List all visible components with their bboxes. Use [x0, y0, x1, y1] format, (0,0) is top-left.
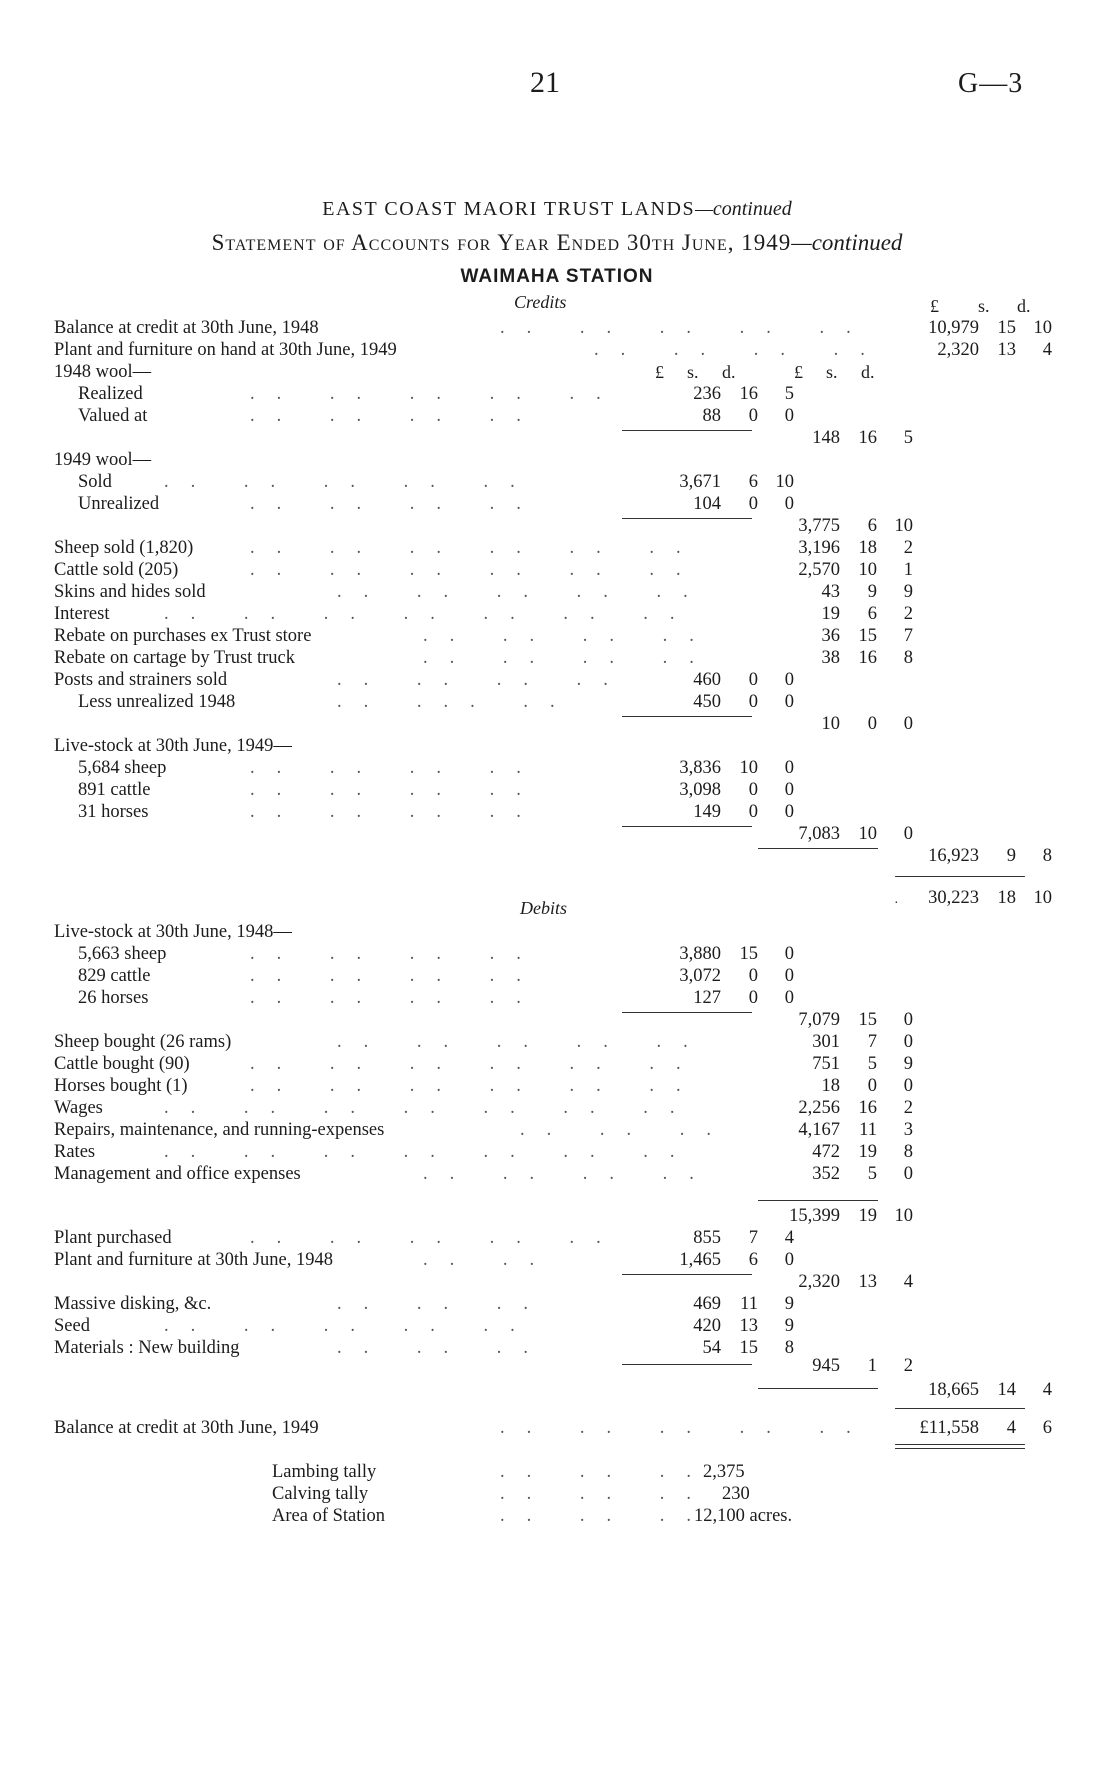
rule	[895, 876, 1025, 877]
wool-1949-unrealized-row: Unrealized .. .. .. .. 104 0 0	[78, 494, 794, 514]
seed-row: Seed .. .. .. .. .. 420 13 9	[54, 1316, 794, 1336]
rebate-cartage-row: Rebate on cartage by Trust truck .. .. .. .. 38 16 8	[54, 648, 913, 668]
station-heading: WAIMAHA STATION	[460, 266, 654, 287]
row-label: 1949 wool—	[54, 450, 152, 470]
row-label: Sheep sold (1,820)	[54, 538, 194, 558]
row-label: 31 horses	[78, 802, 149, 822]
document-title	[0, 198, 1114, 221]
double-rule	[895, 1444, 1025, 1449]
col-header-c2-shillings: s.	[826, 362, 838, 382]
row-label: Plant and furniture at 30th June, 1948	[54, 1250, 333, 1270]
title-continued: —continued	[695, 198, 792, 220]
row-label: Horses bought (1)	[54, 1076, 188, 1096]
wool-1949-sold-row: Sold .. .. .. .. .. 3,671 6 10	[78, 472, 794, 492]
row-label: Cattle bought (90)	[54, 1054, 190, 1074]
credits-subtotal-row: 16,923 9 8	[928, 846, 1052, 866]
plant-total-row: 2,320 13 4	[798, 1272, 913, 1292]
row-label: 26 horses	[78, 988, 149, 1008]
cattle-bought-row: Cattle bought (90) .. .. .. .. .. .. 751 5 9	[54, 1054, 913, 1074]
livestock-1949-total-row: 7,083 10 0	[798, 824, 913, 844]
lambing-tally-row: Lambing tally .. .. .. 2,375	[272, 1462, 745, 1482]
disking-row: Massive disking, &c. .. .. .. 469 11 9	[54, 1294, 794, 1314]
col-header-c1-pounds: £	[655, 362, 664, 382]
row-label: Valued at	[78, 406, 148, 426]
repairs-row: Repairs, maintenance, and running-expenses .. .. .. 4,167 11 3	[54, 1120, 913, 1140]
row-label: 1948 wool—	[54, 362, 152, 382]
debits-subtotal-row: 15,399 19 10	[789, 1206, 913, 1226]
col-header-c1-shillings: s.	[687, 362, 699, 382]
row-label: Plant and furniture on hand at 30th June, 1949	[54, 340, 397, 360]
livestock-1948-total-row: 7,079 15 0	[798, 1010, 913, 1030]
col-header-top-shillings: s.	[978, 296, 990, 316]
row-label: Rebate on cartage by Trust truck	[54, 648, 295, 668]
row-label: Materials : New building	[54, 1338, 240, 1358]
rule	[895, 1408, 1025, 1409]
horses-bought-row: Horses bought (1) .. .. .. .. .. .. 18 0 0	[54, 1076, 913, 1096]
row-label: Plant purchased	[54, 1228, 172, 1248]
livestock-1949-cattle-row: 891 cattle .. .. .. .. 3,098 0 0	[78, 780, 794, 800]
posts-less-row: Less unrealized 1948 .. ... .. 450 0 0	[78, 692, 794, 712]
materials-row: Materials : New building .. .. .. 54 15 8	[54, 1338, 794, 1358]
livestock-1948-heading	[54, 922, 1054, 944]
row-label: Unrealized	[78, 494, 160, 514]
row-label: Repairs, maintenance, and running-expenses	[54, 1120, 385, 1140]
plant-1948-row: Plant and furniture at 30th June, 1948 .. .. 1,465 6 0	[54, 1250, 794, 1270]
row-label: 5,684 sheep	[78, 758, 167, 778]
row-label: Posts and strainers sold	[54, 670, 228, 690]
row-label: 829 cattle	[78, 966, 151, 986]
area-row: Area of Station .. .. .. 12,100 acres.	[272, 1506, 793, 1526]
row-label: Balance at credit at 30th June, 1948	[54, 318, 319, 338]
row-label: Sold	[78, 472, 112, 492]
row-label: Interest	[54, 604, 110, 624]
wool-1948-realized-row: Realized .. .. .. .. .. 236 16 5	[78, 384, 794, 404]
col-header-pounds: £	[930, 296, 939, 316]
page-number: 21	[530, 66, 560, 99]
sheep-bought-row: Sheep bought (26 rams) .. .. .. .. .. 301 7 0	[54, 1032, 913, 1052]
plant-purchased-row: Plant purchased .. .. .. .. .. 855 7 4	[54, 1228, 794, 1248]
row-label: Realized	[78, 384, 143, 404]
management-row: Management and office expenses .. .. .. .. 352 5 0	[54, 1164, 913, 1184]
col-header-c2-pounds: £	[794, 362, 803, 382]
row-label: Lambing tally	[272, 1462, 377, 1482]
row-label: Less unrealized 1948	[78, 692, 236, 712]
col-header-c1-pence: d.	[722, 362, 736, 382]
debits-total-row: 18,665 14 4	[928, 1380, 1052, 1400]
tally-value: 230	[722, 1484, 750, 1504]
posts-row: Posts and strainers sold .. .. .. .. 460 0 0	[54, 670, 794, 690]
rates-row: Rates .. .. .. .. .. .. .. 472 19 8	[54, 1142, 913, 1162]
page-reference: G—3	[958, 68, 1024, 99]
col-header-c2-pence: d.	[861, 362, 875, 382]
cattle-sold-row: Cattle sold (205) .. .. .. .. .. .. 2,570 10 1	[54, 560, 913, 580]
livestock-1948-sheep-row: 5,663 sheep .. .. .. .. 3,880 15 0	[78, 944, 794, 964]
rule	[758, 1200, 878, 1201]
row-label: 891 cattle	[78, 780, 151, 800]
row-label: Balance at credit at 30th June, 1949	[54, 1418, 319, 1438]
row-label: 5,663 sheep	[78, 944, 167, 964]
row-label: Seed	[54, 1316, 90, 1336]
credits-grand-total-row: 30,223 18 10	[928, 888, 1052, 908]
calving-tally-row: Calving tally .. .. .. 230	[272, 1484, 750, 1504]
row-label: Calving tally	[272, 1484, 369, 1504]
livestock-1949-heading	[54, 736, 1054, 758]
subtitle-text: Statement of Accounts for Year Ended 30th June, 1949	[211, 230, 792, 255]
skins-row: Skins and hides sold .. .. .. .. .. 43 9 9	[54, 582, 913, 602]
credit-plant-1949-row: Plant and furniture on hand at 30th June, 1949 .. .. .. .. 2,320 13 4	[54, 340, 1052, 360]
row-label: Rates	[54, 1142, 96, 1162]
materials-total-row: 945 1 2	[812, 1356, 913, 1376]
livestock-1948-cattle-row: 829 cattle .. .. .. .. 3,072 0 0	[78, 966, 794, 986]
row-label: Management and office expenses	[54, 1164, 301, 1184]
col-header-top	[930, 296, 939, 317]
posts-total-row: 10 0 0	[821, 714, 913, 734]
balance-1949-row: Balance at credit at 30th June, 1949 .. .. .. .. .. £11,558 4 6	[54, 1418, 1052, 1438]
wool-1948-heading	[54, 362, 1054, 384]
livestock-1949-sheep-row: 5,684 sheep .. .. .. .. 3,836 10 0	[78, 758, 794, 778]
row-label: Massive disking, &c.	[54, 1294, 212, 1314]
wool-1949-total-row: 3,775 6 10	[798, 516, 913, 536]
tally-value: 12,100 acres.	[694, 1506, 793, 1526]
row-label: Live-stock at 30th June, 1948—	[54, 922, 292, 942]
livestock-1949-horses-row: 31 horses .. .. .. .. 149 0 0	[78, 802, 794, 822]
row-label: Sheep bought (26 rams)	[54, 1032, 232, 1052]
row-label: Skins and hides sold	[54, 582, 206, 602]
interest-row: Interest .. .. .. .. .. .. .. 19 6 2	[54, 604, 913, 624]
col-header-top-pence: d.	[1017, 296, 1031, 316]
row-label: Cattle sold (205)	[54, 560, 179, 580]
row-label: Live-stock at 30th June, 1949—	[54, 736, 292, 756]
title-text: EAST COAST MAORI TRUST LANDS	[322, 198, 696, 220]
wool-1949-heading	[54, 450, 1054, 472]
tally-value: 2,375	[703, 1462, 745, 1482]
document-subtitle	[0, 230, 1114, 256]
credits-heading: Credits	[514, 292, 567, 312]
dot-mark: ·	[894, 896, 899, 911]
row-label: Rebate on purchases ex Trust store	[54, 626, 312, 646]
wool-1948-total-row: 148 16 5	[812, 428, 913, 448]
rebate-purchases-row: Rebate on purchases ex Trust store .. .. .. .. 36 15 7	[54, 626, 913, 646]
livestock-1948-horses-row: 26 horses .. .. .. .. 127 0 0	[78, 988, 794, 1008]
row-label: Area of Station	[272, 1506, 386, 1526]
row-label: Wages	[54, 1098, 103, 1118]
sheep-sold-row: Sheep sold (1,820) .. .. .. .. .. .. 3,196 18 2	[54, 538, 913, 558]
debits-heading: Debits	[520, 898, 567, 918]
wool-1948-valued-row: Valued at .. .. .. .. 88 0 0	[78, 406, 794, 426]
wages-row: Wages .. .. .. .. .. .. .. 2,256 16 2	[54, 1098, 913, 1118]
credit-balance-1948-row: Balance at credit at 30th June, 1948 .. .. .. .. .. 10,979 15 10	[54, 318, 1052, 338]
subtitle-continued: —continued	[791, 230, 903, 255]
